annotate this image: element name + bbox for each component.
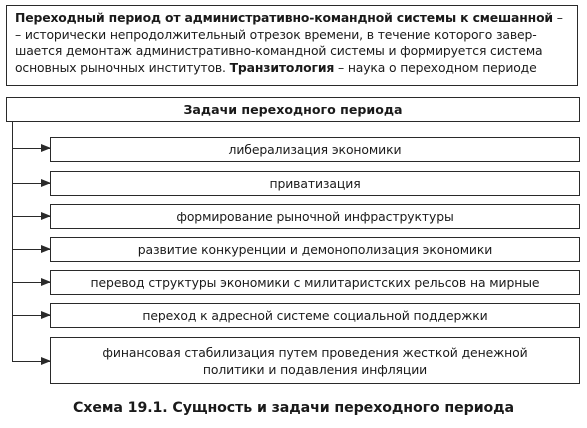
definition-term: Переходный период от административно-командной системы к смешанной	[15, 10, 553, 25]
task-box-3	[50, 204, 580, 229]
task-box-4	[50, 237, 580, 262]
task-label-7: финансовая стабилизация путем проведения жесткой денежной политики и подавления инфляции	[102, 344, 528, 377]
arrow-task-1	[12, 148, 50, 149]
arrow-task-6	[12, 315, 50, 316]
arrow-task-3	[12, 216, 50, 217]
task-box-7	[50, 337, 580, 384]
definition-line-1	[15, 10, 569, 27]
definition-term-2: Транзитология	[229, 59, 335, 75]
task-box-1	[50, 137, 580, 162]
task-label-3: формирование рыночной инфраструктуры	[176, 209, 454, 224]
definition-line-3: шается демонтаж административно-командной системы и формируется система	[15, 43, 543, 58]
definition-line-2: – историчеcки непродолжительный отрезок времени, в течение которого завер-	[15, 26, 537, 42]
definition-line-1-tail: –	[556, 10, 563, 25]
arrow-task-5	[12, 282, 50, 283]
task-box-5	[50, 270, 580, 295]
task-box-2	[50, 171, 580, 196]
tasks-header-box	[6, 97, 580, 122]
definition-line-4-text: основных рыночных институтов.	[15, 59, 226, 75]
task-box-6	[50, 303, 580, 328]
task-label-2: приватизация	[269, 176, 361, 191]
arrow-task-4	[12, 249, 50, 250]
connector-spine	[12, 122, 13, 362]
arrow-task-2	[12, 183, 50, 184]
task-label-4: развитие конкуренции и демонополизация экономики	[137, 242, 493, 257]
task-label-1: либерализация экономики	[228, 142, 402, 157]
definition-term-2-text: – наука о переходном периоде	[338, 59, 537, 75]
definition-box	[6, 5, 578, 86]
figure-caption: Схема 19.1. Сущность и задачи переходного периода	[72, 400, 515, 416]
arrow-task-7	[12, 361, 50, 362]
tasks-header-label: Задачи переходного периода	[183, 102, 403, 117]
definition-line-4	[15, 60, 569, 77]
task-label-6: переход к адресной системе социальной поддержки	[142, 308, 488, 323]
task-label-5: перевод структуры экономики с милитаристских рельсов на мирные	[90, 275, 540, 290]
